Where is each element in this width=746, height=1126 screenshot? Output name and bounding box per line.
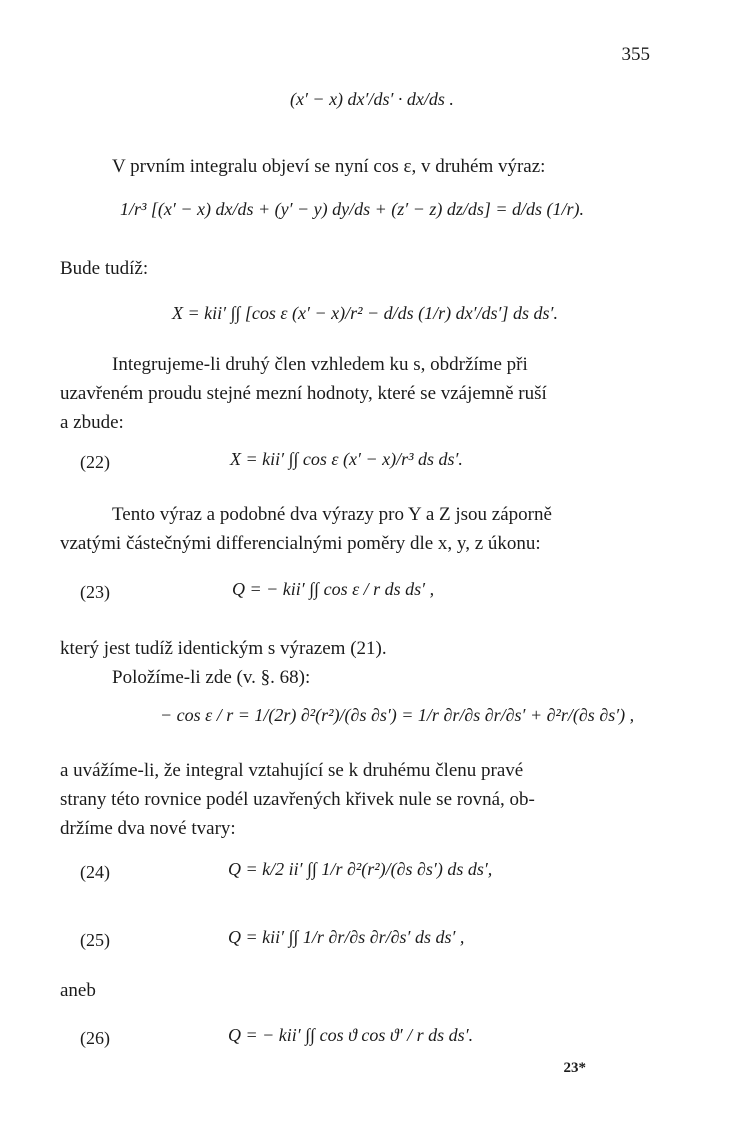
equation-25	[228, 926, 464, 949]
equation-X	[172, 302, 558, 325]
paragraph-3	[60, 350, 640, 437]
equation-text: − cos ε / r = 1/(2r) ∂²(r²)/(∂s ∂s′) = 1/r ∂r/∂s ∂r/∂s′ + ∂²r/(∂s ∂s′) ,	[160, 705, 635, 725]
equation-number-22: (22)	[80, 452, 110, 472]
paragraph-2	[60, 254, 640, 283]
paragraph-line: Tento výraz a podobné dva výrazy pro Y a Z jsou záporně	[112, 504, 552, 525]
equation-cos-epsilon	[160, 704, 634, 727]
equation-text: X = kii′ ∫∫ cos ε (x′ − x)/r³ ds ds′.	[230, 449, 463, 469]
equation-text: Q = − kii′ ∫∫ cos ϑ cos ϑ′ / r ds ds′.	[228, 1025, 474, 1045]
equation-number-24: (24)	[80, 862, 110, 882]
paragraph-line: V prvním integralu objeví se nyní cos ε, v druhém výraz:	[112, 156, 546, 177]
paragraph-line: a uvážíme-li, že integral vztahující se k druhému členu pravé	[60, 760, 524, 781]
paragraph-line: držíme dva nové tvary:	[60, 818, 236, 839]
paragraph-line: a zbude:	[60, 412, 124, 433]
paragraph-line: Bude tudíž:	[60, 258, 149, 279]
paragraph-line: uzavřeném proudu stejné mezní hodnoty, které se vzájemně ruší	[60, 383, 547, 404]
equation-text: Q = kii′ ∫∫ 1/r ∂r/∂s ∂r/∂s′ ds ds′ ,	[228, 927, 465, 947]
equation-number-23: (23)	[80, 582, 110, 602]
equation-text: X = kii′ ∫∫ [cos ε (x′ − x)/r² − d/ds (1/r) dx′/ds′] ds ds′.	[172, 303, 558, 323]
equation-23	[232, 578, 434, 601]
top-equation	[290, 88, 454, 111]
equation-text: Q = − kii′ ∫∫ cos ε / r ds ds′ ,	[232, 579, 435, 599]
paragraph-5	[60, 634, 640, 692]
equation-24	[228, 858, 492, 881]
paragraph-line: Položíme-li zde (v. §. 68):	[112, 667, 311, 688]
paragraph-4	[60, 500, 640, 558]
paragraph-line: který jest tudíž identickým s výrazem (21).	[60, 638, 387, 659]
equation-26	[228, 1024, 473, 1047]
paragraph-line: Integrujeme-li druhý člen vzhledem ku s, obdržíme při	[112, 354, 528, 375]
paragraph-line: strany této rovnice podél uzavřených křivek nule se rovná, ob-	[60, 789, 535, 810]
equation-direction-cosines	[120, 198, 584, 221]
top-equation-text: (x′ − x) dx′/ds′ · dx/ds .	[290, 89, 454, 109]
equation-22	[230, 448, 463, 471]
page-number: 355	[621, 44, 650, 65]
paragraph-6	[60, 756, 640, 843]
equation-number-26: (26)	[80, 1028, 110, 1048]
paragraph-line: aneb	[60, 980, 96, 1001]
signature-mark: 23*	[563, 1060, 586, 1076]
paragraph-1	[60, 152, 640, 181]
paragraph-7	[60, 976, 640, 1005]
equation-number-25: (25)	[80, 930, 110, 950]
paragraph-line: vzatými částečnými differencialnými poměry dle x, y, z úkonu:	[60, 533, 541, 554]
equation-text: Q = k/2 ii′ ∫∫ 1/r ∂²(r²)/(∂s ∂s′) ds ds′,	[228, 859, 493, 879]
equation-text: 1/r³ [(x′ − x) dx/ds + (y′ − y) dy/ds + (z′ − z) dz/ds] = d/ds (1/r).	[120, 199, 585, 219]
